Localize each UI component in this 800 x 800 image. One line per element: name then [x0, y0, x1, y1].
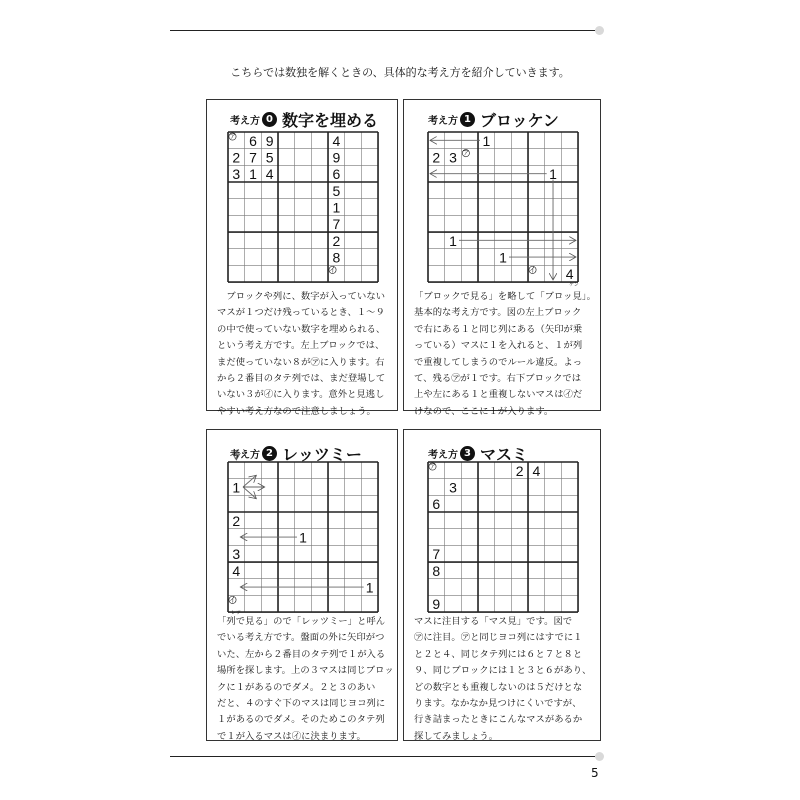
cell-digit: 6: [249, 132, 257, 149]
cell-digit: 3: [449, 479, 457, 496]
bottom-rule-dot: [595, 752, 604, 761]
cell-digit: 9: [265, 132, 274, 149]
cell-digit: 4: [232, 562, 241, 579]
number-badge: 1: [460, 112, 475, 127]
cell-marker: イ: [229, 595, 236, 604]
ruby-annotation: ケン: [569, 282, 579, 288]
page-number: 5: [591, 766, 599, 780]
cell-digit: 1: [549, 166, 557, 183]
top-rule-dot: [595, 26, 604, 35]
panel-name: 数字を埋める: [282, 111, 379, 130]
panel-blocken-text: 「ブロックで見る」を略して「ブロッ見」。 基本的な考え方です。図の左上ブロック で右にある１と同じ列にある（矢印が乗 っている）マスに１を入れると、１が列 で重複してしまうのでルール違反。よっ て、残る㋐が１です。右下ブロックでは 上や左にある１と重複しないマスは㋑だ けなので、ここに１が入ります。: [414, 291, 596, 417]
sudoku-grid-masumi: [428, 462, 578, 612]
cell-digit: 1: [332, 199, 341, 216]
top-rule: [170, 30, 595, 31]
intro-text: こちらでは数独を解くときの、具体的な考え方を紹介していきます。: [230, 66, 570, 79]
cell-digit: 1: [499, 249, 507, 266]
panel-label: 考え方: [428, 450, 458, 461]
panel-name: マスミ: [480, 445, 529, 464]
cell-digit: 8: [432, 562, 441, 579]
cell-digit: 4: [265, 166, 274, 183]
sudoku-grid-fill-in: [228, 132, 378, 282]
cell-digit: 1: [482, 132, 491, 149]
cell-digit: 1: [232, 479, 241, 496]
cell-digit: 5: [332, 182, 341, 199]
cell-digit: 2: [332, 232, 341, 249]
cell-digit: 7: [249, 149, 257, 166]
cell-marker: ア: [462, 149, 470, 158]
cell-digit: 3: [232, 166, 241, 183]
panel-fill-in-title: [230, 108, 378, 131]
cell-digit: 4: [332, 132, 341, 149]
cell-digit: 1: [365, 579, 374, 596]
cell-digit: 9: [332, 149, 341, 166]
guide-arrow: [243, 487, 256, 499]
cell-digit: 1: [299, 529, 307, 546]
panel-name: ブロッケン: [480, 111, 559, 130]
guide-arrow: [243, 475, 256, 487]
ruby-annotation: レツ: [231, 610, 242, 616]
sudoku-grid-blocken: [428, 132, 578, 282]
cell-digit: 2: [232, 512, 241, 529]
cell-digit: 5: [265, 149, 274, 166]
cell-digit: 2: [515, 462, 524, 479]
cell-digit: 8: [332, 249, 341, 266]
cell-digit: 3: [449, 149, 457, 166]
cell-digit: 1: [449, 232, 457, 249]
cell-digit: 4: [532, 462, 541, 479]
cell-digit: 6: [432, 496, 441, 513]
cell-digit: 4: [565, 266, 574, 283]
cell-digit: 7: [432, 546, 441, 563]
cell-digit: 6: [332, 166, 341, 183]
sudoku-grid-lets-me: [228, 462, 378, 612]
cell-marker: イ: [329, 265, 337, 274]
panel-fill-in-text: ブロックや列に、数字が入っていない マスが１つだけ残っているとき、１～９ の中で使っていない数字を埋められる、 という考え方です。左上ブロックでは、 まだ使っていない８が㋐に入ります。右 から２番目のタテ列では、まだ登場して いない３が㋑に入ります。意外と見逃し やすい考え方なので注意しましょう。: [217, 291, 386, 417]
cell-digit: 3: [232, 546, 241, 563]
cell-marker: ア: [429, 462, 436, 471]
panel-label: 考え方: [230, 116, 260, 127]
panel-lets-me-text: 「列で見る」ので「レッツミー」と呼ん でいる考え方です。盤面の外に矢印がつ いた、左から２番目のタテ列で１が入る 場所を探します。上の３マスは同じブロッ クに１があるのでダメ。２と３のあい だと、４のすぐ下のマスは同じヨコ列に １があるのでダメ。そのためこのタテ列 で１が入るマスは㋑に決まります。: [217, 616, 394, 742]
panel-masumi-text: マスに注目する「マス見」です。図で ㋐に注目。㋐と同じヨコ列にはすでに１ と２と４、同じタテ列には６と７と８と ９、同じブロックには１と３と６があり、 どの数字とも重複しないのは５だけとな ります。なかなか見つけにくいですが、 行き詰まったときにこんなマスがあるか 探してみましょう。: [414, 616, 592, 742]
number-badge: 3: [460, 446, 475, 461]
cell-digit: 2: [232, 149, 241, 166]
number-badge: 2: [262, 446, 277, 461]
panel-blocken-title: [428, 108, 559, 131]
cell-digit: 9: [432, 596, 441, 613]
panel-label: 考え方: [428, 116, 458, 127]
cell-digit: 7: [332, 216, 341, 233]
panel-label: 考え方: [230, 450, 260, 461]
cell-marker: ア: [229, 132, 236, 141]
number-badge: 0: [262, 112, 277, 127]
cell-marker: イ: [529, 265, 537, 274]
bottom-rule: [170, 756, 595, 757]
panel-name: レッツミー: [282, 445, 362, 464]
cell-digit: 1: [249, 166, 257, 183]
cell-digit: 2: [432, 149, 441, 166]
